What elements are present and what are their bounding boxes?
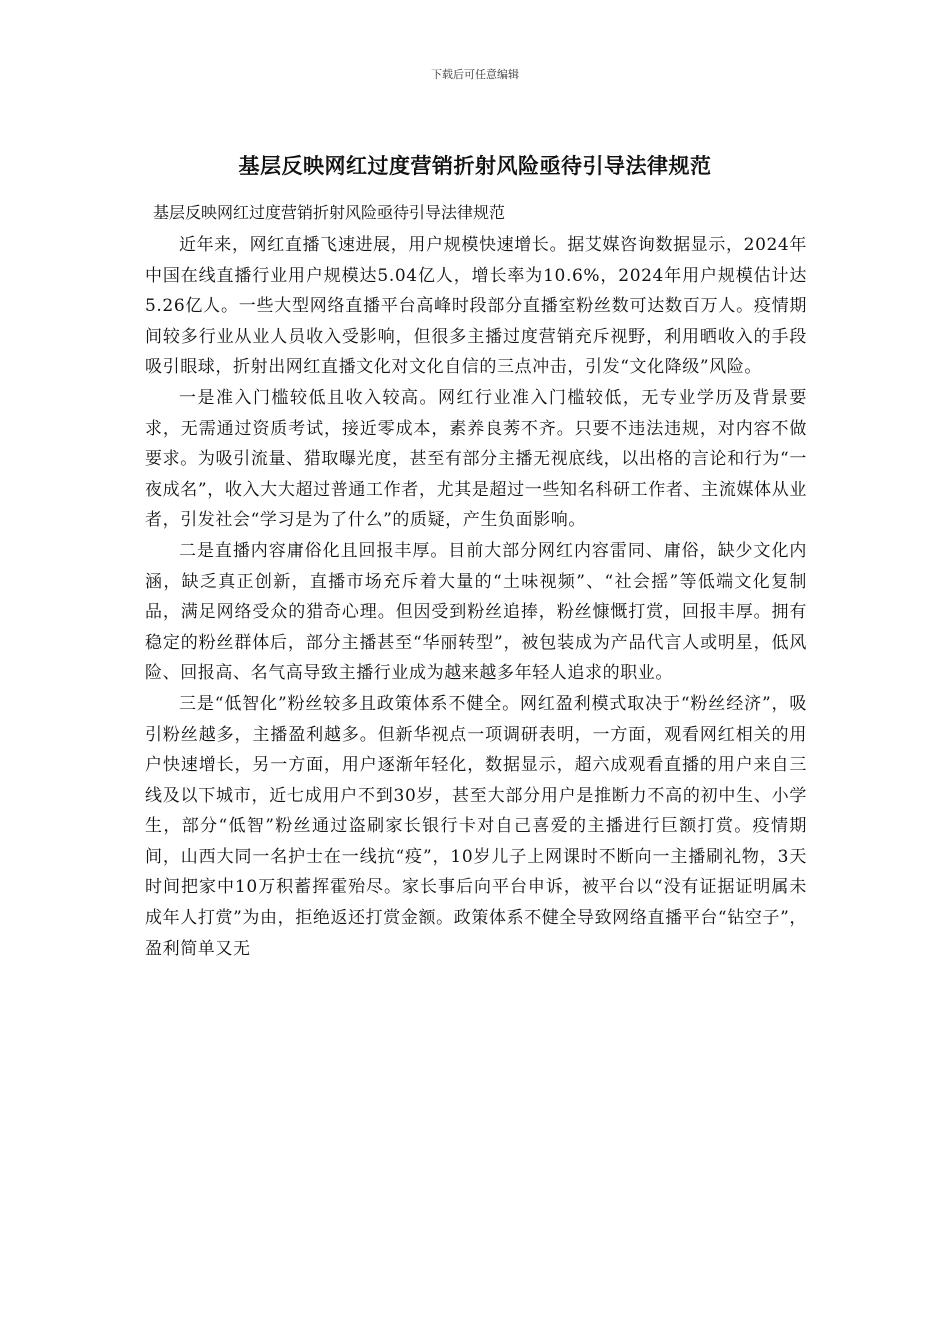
paragraph-point-two: 二是直播内容庸俗化且回报丰厚。目前大部分网红内容雷同、庸俗，缺少文化内涵，缺乏真正创新，直播市场充斥着大量的“土味视频”、“社会摇”等低端文化复制品，满足网络受众的猎奇心理。但因受到粉丝追捧，粉丝慷慨打赏，回报丰厚。拥有稳定的粉丝群体后，部分主播甚至“华丽转型”，被包装成为产品代言人或明星，低风险、回报高、名气高导致主播行业成为越来越多年轻人追求的职业。 xyxy=(145,540,807,684)
document-title: 基层反映网红过度营销折射风险亟待引导法律规范 xyxy=(238,154,712,178)
document-subtitle: 基层反映网红过度营销折射风险亟待引导法律规范 xyxy=(153,203,506,222)
paragraph-point-three: 三是“低智化”粉丝较多且政策体系不健全。网红盈利模式取决于“粉丝经济”，吸引粉丝越多，主播盈利越多。但新华视点一项调研表明，一方面，观看网红相关的用户快速增长，另一方面，用户逐渐年轻化，数据显示，超六成观看直播的用户来自三线及以下城市，近七成用户不到30岁，甚至大部分用户是推断力不高的初中生、小学生，部分“低智”粉丝通过盗刷家长银行卡对自己喜爱的主播进行巨额打赏。疫情期间，山西大同一名护士在一线抗“疫”，10岁儿子上网课时不断向一主播刷礼物，3天时间把家中10万积蓄挥霍殆尽。家长事后向平台申诉，被平台以“没有证据证明属未成年人打赏”为由，拒绝返还打赏金额。政策体系不健全导致网络直播平台“钻空子”，盈利简单又无 xyxy=(145,693,807,959)
document-body xyxy=(145,230,807,964)
header-note: 下载后可任意编辑 xyxy=(431,68,519,81)
paragraph-intro: 近年来，网红直播飞速进展，用户规模快速增长。据艾媒咨询数据显示，2024年中国在线直播行业用户规模达5.04亿人，增长率为10.6%，2024年用户规模估计达5.26亿人。一些大型网络直播平台高峰时段部分直播室粉丝数可达数百万人。疫情期间较多行业从业人员收入受影响，但很多主播过度营销充斥视野，利用晒收入的手段吸引眼球，折射出网红直播文化对文化自信的三点冲击，引发“文化降级”风险。 xyxy=(145,235,807,378)
paragraph-point-one: 一是准入门槛较低且收入较高。网红行业准入门槛较低，无专业学历及背景要求，无需通过资质考试，接近零成本，素养良莠不齐。只要不违法违规，对内容不做要求。为吸引流量、猎取曝光度，甚至有部分主播无视底线，以出格的言论和行为“一夜成名”，收入大大超过普通工作者，尤其是超过一些知名科研工作者、主流媒体从业者，引发社会“学习是为了什么”的质疑，产生负面影响。 xyxy=(145,387,807,531)
